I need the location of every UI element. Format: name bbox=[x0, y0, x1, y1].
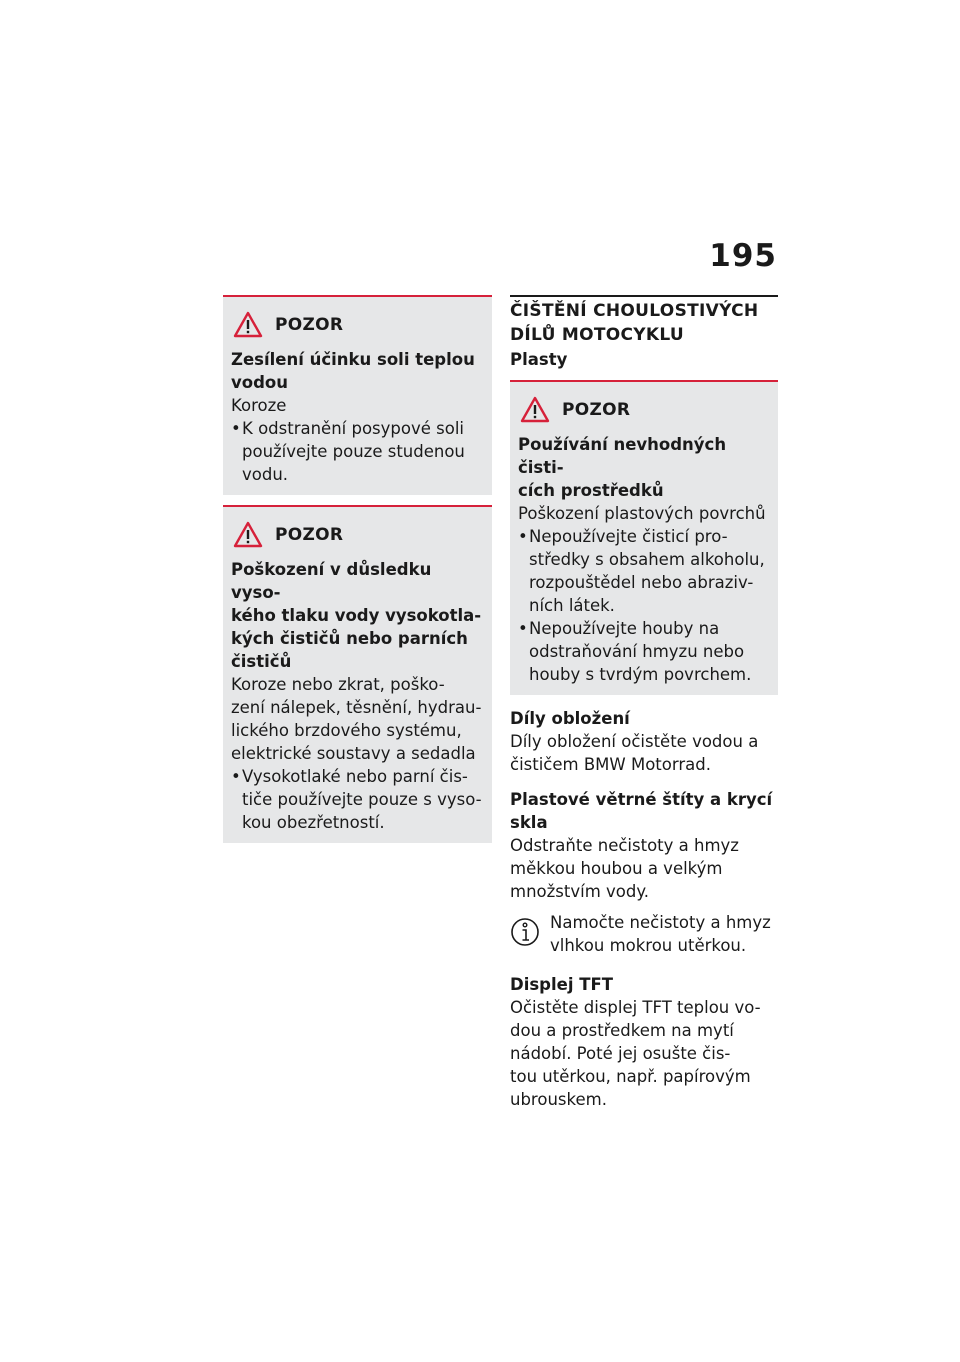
sub-label-plasty: Plasty bbox=[510, 350, 568, 369]
caution-title bbox=[231, 348, 484, 394]
bullet-line: středky s obsahem alkoholu, bbox=[529, 550, 765, 569]
bullet-line: houby s tvrdým povrchem. bbox=[529, 665, 752, 684]
caution-title-line: Používání nevhodných čisti- bbox=[518, 435, 727, 477]
caution-text-line: zení nálepek, těsnění, hydrau- bbox=[231, 698, 482, 717]
subheading-line: Plastové větrné štíty a krycí bbox=[510, 790, 773, 809]
caution-text-line: Poškození plastových povrchů bbox=[518, 504, 766, 523]
caution-title bbox=[518, 433, 770, 502]
caution-box bbox=[223, 505, 492, 843]
bullet-line: odstraňování hmyzu nebo bbox=[529, 642, 745, 661]
bullet-line: kou obezřetností. bbox=[242, 813, 385, 832]
section-title-line: ČIŠTĚNÍ CHOULOSTIVÝCH bbox=[510, 301, 759, 321]
caution-bullets bbox=[231, 417, 484, 486]
caution-box bbox=[510, 380, 778, 695]
page-number: 195 bbox=[709, 238, 777, 274]
caution-title-line: cích prostředků bbox=[518, 481, 664, 500]
note-line: Namočte nečistoty a hmyz bbox=[550, 913, 771, 932]
section-title-line: DÍLŮ MOTOCYKLU bbox=[510, 325, 684, 345]
right-column bbox=[510, 295, 778, 1111]
warning-triangle-icon bbox=[233, 521, 263, 548]
note-line: vlhkou mokrou utěrkou. bbox=[550, 936, 747, 955]
bullet-line: ních látek. bbox=[529, 596, 615, 615]
caution-text-line: Koroze nebo zkrat, poško- bbox=[231, 675, 445, 694]
bullet-line: rozpouštědel nebo abraziv- bbox=[529, 573, 754, 592]
caution-label: POZOR bbox=[275, 524, 344, 545]
note-box bbox=[510, 911, 778, 957]
paragraph-tft bbox=[510, 996, 778, 1111]
bullet-line: • Vysokotlaké nebo parní čis- bbox=[242, 767, 468, 786]
bullet-line: • Nepoužívejte houby na bbox=[529, 619, 720, 638]
caution-title-line: čističů bbox=[231, 652, 292, 671]
subheading-line: skla bbox=[510, 813, 548, 832]
note-text bbox=[550, 911, 771, 957]
warning-triangle-icon bbox=[520, 396, 550, 423]
bullet-line: vodu. bbox=[242, 465, 289, 484]
paragraph-parts bbox=[510, 730, 778, 776]
paragraph-line: Odstraňte nečistoty a hmyz bbox=[510, 836, 739, 855]
section-title bbox=[510, 295, 778, 347]
bullet-item bbox=[231, 765, 484, 834]
bullet-line: používejte pouze studenou bbox=[242, 442, 465, 461]
warning-triangle-icon bbox=[233, 311, 263, 338]
caution-text-line: elektrické soustavy a sedadla bbox=[231, 744, 476, 763]
caution-text bbox=[231, 673, 484, 765]
caution-bullets bbox=[231, 765, 484, 834]
bullet-item bbox=[518, 617, 770, 686]
caution-title-line: Poškození v důsledku vyso- bbox=[231, 560, 432, 602]
caution-title-line: kého tlaku vody vysokotla- bbox=[231, 606, 482, 625]
paragraph-line: ubrouskem. bbox=[510, 1090, 607, 1109]
caution-header bbox=[231, 521, 484, 548]
caution-title-line: kých čističů nebo parních bbox=[231, 629, 468, 648]
paragraph-line: nádobí. Poté jej osušte čis- bbox=[510, 1044, 731, 1063]
caution-text-line: lického brzdového systému, bbox=[231, 721, 462, 740]
paragraph-line: tou utěrkou, např. papírovým bbox=[510, 1067, 751, 1086]
paragraph-line: Očistěte displej TFT teplou vo- bbox=[510, 998, 761, 1017]
caution-title-line: Zesílení účinku soli teplou bbox=[231, 350, 475, 369]
caution-header bbox=[518, 396, 770, 423]
paragraph-line: množstvím vody. bbox=[510, 882, 650, 901]
caution-label: POZOR bbox=[275, 314, 344, 335]
caution-header bbox=[231, 311, 484, 338]
caution-bullets bbox=[518, 525, 770, 686]
caution-label: POZOR bbox=[562, 399, 631, 420]
paragraph-line: dou a prostředkem na mytí bbox=[510, 1021, 734, 1040]
bullet-line: • K odstranění posypové soli bbox=[242, 419, 465, 438]
paragraph-line: čističem BMW Motorrad. bbox=[510, 755, 711, 774]
caution-box bbox=[223, 295, 492, 495]
info-icon bbox=[510, 911, 550, 957]
paragraph-line: Díly obložení očistěte vodou a bbox=[510, 732, 759, 751]
subheading-parts: Díly obložení bbox=[510, 709, 630, 728]
subheading-windshield bbox=[510, 788, 778, 834]
left-column bbox=[223, 295, 492, 853]
caution-text bbox=[231, 394, 484, 417]
caution-title-line: vodou bbox=[231, 373, 288, 392]
caution-text bbox=[518, 502, 770, 525]
caution-title bbox=[231, 558, 484, 673]
subheading-tft: Displej TFT bbox=[510, 975, 614, 994]
paragraph-line: měkkou houbou a velkým bbox=[510, 859, 723, 878]
bullet-line: tiče používejte pouze s vyso- bbox=[242, 790, 482, 809]
caution-text-line: Koroze bbox=[231, 396, 287, 415]
bullet-line: • Nepoužívejte čisticí pro- bbox=[529, 527, 728, 546]
paragraph-windshield bbox=[510, 834, 778, 903]
bullet-item bbox=[231, 417, 484, 486]
bullet-item bbox=[518, 525, 770, 617]
